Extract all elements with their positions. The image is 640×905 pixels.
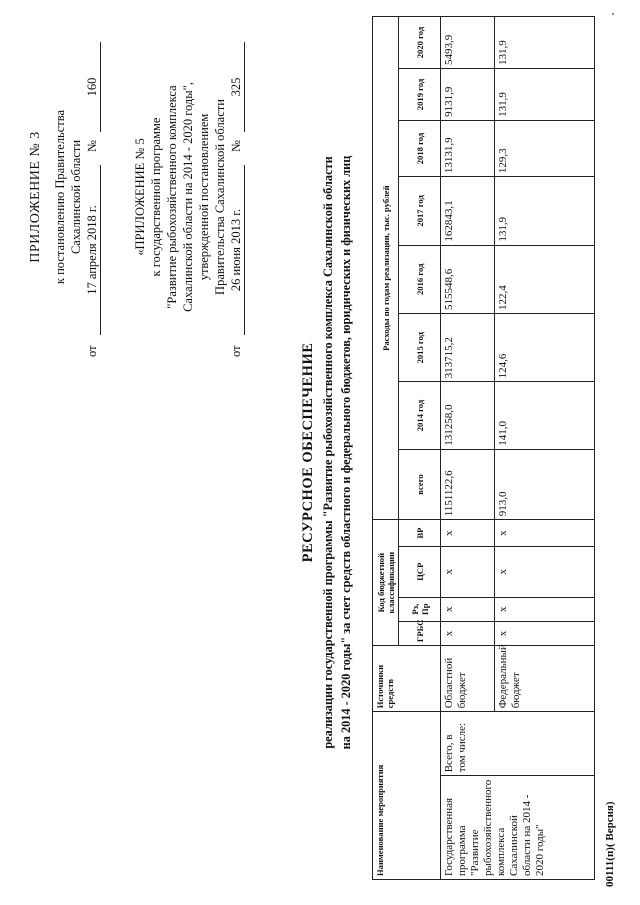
appendix-5-line2: "Развитие рыбохозяйственного комплекса [165,85,179,309]
y2018-cell: 129,3 [495,120,595,176]
appendix-3-line2: Сахалинской области [69,139,83,255]
header-expenses: Расходы по годам реализации, тыс. рублей [373,17,399,520]
csr-cell: х [441,546,495,597]
header-2019: 2019 год [399,69,441,121]
header-name: Наименование мероприятия [373,712,441,880]
appendix-3-date: 17 апреля 2018 г. [85,165,101,335]
scan-speck [612,13,614,15]
header-2014: 2014 год [399,382,441,449]
resource-table [372,16,595,880]
source-cell: Областной бюджет [441,646,495,712]
header-rzpr: Рз, Пр [399,597,441,621]
appendix-5-number-label: № [229,140,243,152]
total-label-cell: Всего, в том числе: [441,712,595,776]
table-row-regional [441,17,495,880]
header-grbs: ГРБС [399,621,441,645]
header-sources: Источники средств [373,646,441,712]
appendix-3-date-row [85,37,103,357]
appendix-5-date: 26 июня 2013 г. [229,165,245,335]
y2015-cell: 124,6 [495,313,595,381]
total-cell: 1151122,6 [441,449,495,520]
rzpr-cell: х [441,597,495,621]
appendix-3-line1: к постановлению Правительства [53,109,67,285]
header-2016: 2016 год [399,245,441,313]
header-vr: ВР [399,520,441,547]
y2017-cell: 162843,1 [441,177,495,245]
appendix-5-line3: Сахалинской области на 2014 - 2020 годы", [181,82,195,312]
vr-cell: х [495,520,595,547]
y2020-cell: 5493,9 [441,17,495,69]
y2014-cell: 131258,0 [441,382,495,449]
y2018-cell: 13131,9 [441,120,495,176]
source-cell: Федеральный бюджет [495,646,595,712]
appendix-5-date-row [229,37,247,357]
y2017-cell: 131,9 [495,177,595,245]
appendix-3-heading: ПРИЛОЖЕНИЕ № 3 [28,131,43,263]
appendix-3-number: 160 [85,42,101,132]
appendix-5-line5: Правительства Сахалинской области [213,99,227,295]
y2019-cell: 131,9 [495,69,595,121]
y2016-cell: 122,4 [495,245,595,313]
document-subtitle-line1: реализации государственной программы "Развитие рыбохозяйственного комплекса Сахалинской области [321,156,335,749]
appendix-5-number: 325 [229,42,245,132]
document-footer-code: 00111(п)( Версия) [604,801,616,887]
total-cell: 913,0 [495,449,595,520]
y2020-cell: 131,9 [495,17,595,69]
csr-cell: х [495,546,595,597]
header-2015: 2015 год [399,313,441,381]
program-name-cell: Государственная программа "Развитие рыбохозяйственного комплекса Сахалинской области на 2014 - 2020 годы" [441,776,595,880]
vr-cell: х [441,520,495,547]
appendix-3-number-label: № [85,140,99,152]
y2015-cell: 313715,2 [441,313,495,381]
rzpr-cell: х [495,597,595,621]
header-2017: 2017 год [399,177,441,245]
header-2018: 2018 год [399,120,441,176]
y2016-cell: 515548,6 [441,245,495,313]
grbs-cell: х [495,621,595,645]
header-total: всего [399,449,441,520]
header-csr: ЦСР [399,546,441,597]
y2014-cell: 141,0 [495,382,595,449]
document-title: РЕСУРСНОЕ ОБЕСПЕЧЕНИЕ [300,342,316,563]
header-2020: 2020 год [399,17,441,69]
appendix-5-heading: «ПРИЛОЖЕНИЕ № 5 [133,138,147,256]
document-subtitle-line2: на 2014 - 2020 годы" за счет средств областного и федерального бюджетов, юридических и физических лиц [339,155,353,750]
header-budget-code: Код бюджетной классификации [373,520,399,646]
appendix-3-from-label: от [85,345,99,357]
appendix-5-from-label: от [229,345,243,357]
appendix-5-line4: утвержденной постановлением [197,113,211,281]
y2019-cell: 9131,9 [441,69,495,121]
grbs-cell: х [441,621,495,645]
appendix-5-line1: к государственной программе [149,117,163,277]
